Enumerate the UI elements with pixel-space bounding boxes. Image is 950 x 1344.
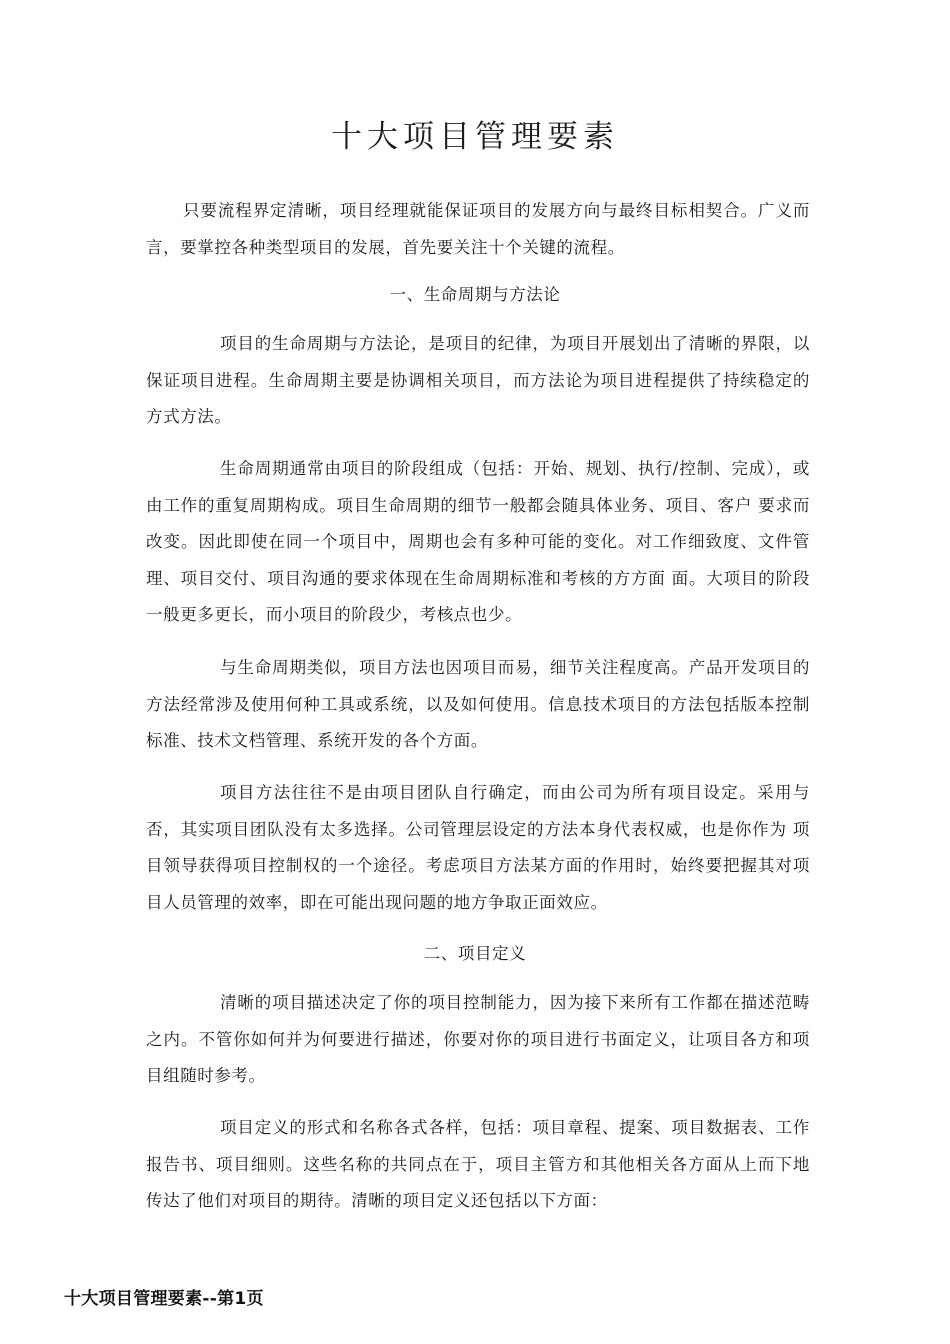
paragraph-lifecycle-4: 项目方法往往不是由项目团队自行确定，而由公司为所有项目设定。采用与否，其实项目团队没有太多选择。公司管理层设定的方法本身代表权威，也是你作为 项目领导获得项目控制权的一个途径。考虑项目方法某方面的作用时，始终要把握其对项目人员管理的效率，即在可能出现问题的地方争取正面效应。: [146, 783, 810, 912]
document-title: 十大项目管理要素: [331, 119, 619, 155]
intro-paragraph: 只要流程界定清晰，项目经理就能保证项目的发展方向与最终目标相契合。广义而言，要掌控各种类型项目的发展，首先要关注十个关键的流程。: [146, 201, 810, 257]
paragraph-lifecycle-3: 与生命周期类似，项目方法也因项目而易，细节关注程度高。产品开发项目的方法经常涉及使用何种工具或系统，以及如何使用。信息技术项目的方法包括版本控制标准、技术文档管理、系统开发的各个方面。: [146, 658, 810, 750]
page-footer: 十大项目管理要素--第1页: [64, 1289, 264, 1309]
paragraph-definition-1: 清晰的项目描述决定了你的项目控制能力，因为接下来所有工作都在描述范畴之内。不管你如何并为何要进行描述，你要对你的项目进行书面定义，让项目各方和项目组随时参考。: [146, 993, 810, 1085]
section-heading-definition: 二、项目定义: [423, 944, 527, 963]
paragraph-definition-2: 项目定义的形式和名称各式各样，包括：项目章程、提案、项目数据表、工作报告书、项目细则。这些名称的共同点在于，项目主管方和其他相关各方面从上而下地传达了他们对项目的期待。清晰的项目定义还包括以下方面：: [146, 1118, 810, 1210]
paragraph-lifecycle-1: 项目的生命周期与方法论，是项目的纪律，为项目开展划出了清晰的界限，以保证项目进程。生命周期主要是协调相关项目，而方法论为项目进程提供了持续稳定的方式方法。: [146, 334, 810, 426]
paragraph-lifecycle-2: 生命周期通常由项目的阶段组成（包括：开始、规划、执行/控制、完成），或由工作的重复周期构成。项目生命周期的细节一般都会随具体业务、项目、客户 要求而改变。因此即使在同一个项目中，周期也会有多种可能的变化。对工作细致度、文件管理、项目交付、项目沟通的要求体现在生命周期标准和考核的方方面 面。大项目的阶段一般更多更长，而小项目的阶段少，考核点也少。: [146, 459, 810, 624]
section-heading-lifecycle: 一、生命周期与方法论: [389, 285, 561, 304]
